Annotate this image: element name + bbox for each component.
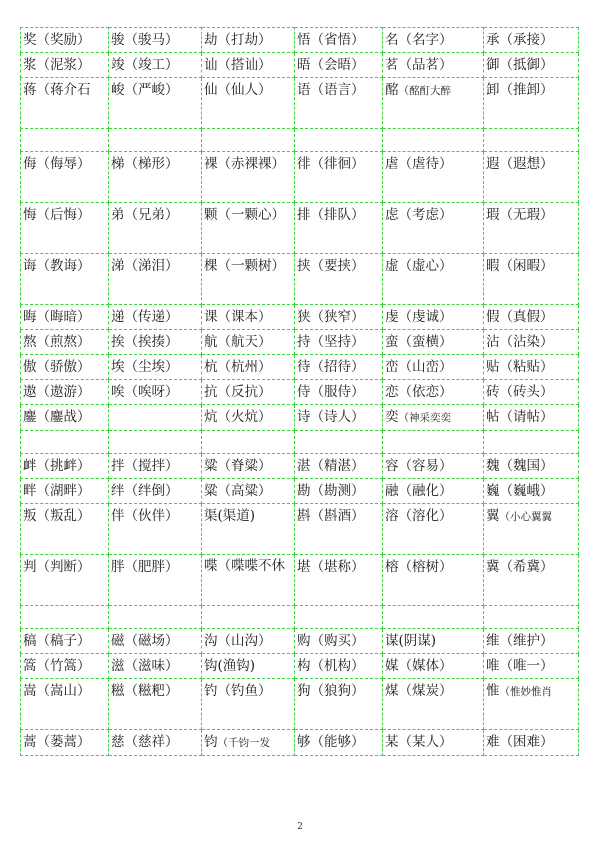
vocab-cell: 暇（闲暇） (484, 254, 579, 305)
vocab-cell: 侍（服侍） (295, 380, 383, 405)
vocab-cell: 篙（竹篙） (21, 654, 109, 679)
table-row (21, 355, 579, 380)
vocab-cell: 滋（滋味） (109, 654, 202, 679)
vocab-cell-example: （神采奕奕 (398, 412, 451, 424)
vocab-cell: 冀（希冀） (484, 555, 579, 606)
vocab-cell (383, 431, 484, 454)
vocab-cell: 徘（徘徊） (295, 152, 383, 203)
vocab-cell: 御（抵御） (484, 53, 579, 78)
vocab-cell (21, 129, 109, 152)
table-row (21, 405, 579, 431)
vocab-cell: 嵩（嵩山） (21, 679, 109, 730)
vocab-cell: 弟（兄弟） (109, 203, 202, 254)
vocab-cell: 棵（一颗树） (202, 254, 295, 305)
vocab-cell (109, 405, 202, 431)
vocab-cell: 梯（梯形） (109, 152, 202, 203)
vocab-cell: 榕（榕树） (383, 555, 484, 606)
table-row (21, 203, 579, 254)
table-row (21, 254, 579, 305)
vocab-cell: 课（课本） (202, 305, 295, 330)
vocab-cell (484, 606, 579, 629)
vocab-cell: 构（机构） (295, 654, 383, 679)
vocab-cell (202, 606, 295, 629)
vocab-cell: 磁（磁场） (109, 629, 202, 654)
table-row (21, 479, 579, 504)
vocab-cell: 魏（魏国） (484, 454, 579, 479)
vocab-cell: 蒋（蒋介石 (21, 78, 109, 129)
vocab-cell: 骏（骏马） (109, 28, 202, 53)
vocab-cell: 沾（沾染） (484, 330, 579, 355)
vocab-cell: 浆（泥浆） (21, 53, 109, 78)
vocab-cell (202, 431, 295, 454)
vocab-cell: 蒿（蒌蒿） (21, 730, 109, 756)
vocab-cell: 仙（仙人） (202, 78, 295, 129)
vocab-cell: 待（招待） (295, 355, 383, 380)
table-row (21, 152, 579, 203)
vocab-cell: 购（购买） (295, 629, 383, 654)
vocab-cell: 晦（晦暗） (21, 305, 109, 330)
vocab-cell: 溶（溶化） (383, 504, 484, 555)
vocab-cell: 狭（狭窄） (295, 305, 383, 330)
vocab-cell: 渠(渠道) (202, 504, 295, 555)
vocab-cell: 颗（一颗心） (202, 203, 295, 254)
vocab-cell: 劫（打劫） (202, 28, 295, 53)
vocab-cell: 假（真假） (484, 305, 579, 330)
vocab-cell: 瑕（无瑕） (484, 203, 579, 254)
vocab-cell: 蛮（蛮横） (383, 330, 484, 355)
vocab-cell: 挨（挨揍） (109, 330, 202, 355)
vocab-cell: 粱（高粱） (202, 479, 295, 504)
vocab-cell: 持（坚持） (295, 330, 383, 355)
vocab-cell (21, 431, 109, 454)
vocab-cell: 虔（虔诚） (383, 305, 484, 330)
vocab-cell: 伴（伙伴） (109, 504, 202, 555)
vocab-cell: 悟（省悟） (295, 28, 383, 53)
vocab-cell: 埃（尘埃） (109, 355, 202, 380)
vocab-cell (295, 129, 383, 152)
vocab-cell: 递（传递） (109, 305, 202, 330)
vocab-cell: 杭（杭州） (202, 355, 295, 380)
table-row (21, 78, 579, 129)
vocab-cell: 虐（虐待） (383, 152, 484, 203)
vocab-cell: 竣（竣工） (109, 53, 202, 78)
vocab-cell-example: （酩酊大醉 (398, 85, 451, 97)
table-row (21, 654, 579, 679)
table-row (21, 555, 579, 606)
table-row (21, 28, 579, 53)
table-row (21, 53, 579, 78)
vocab-cell: 裸（赤裸裸） (202, 152, 295, 203)
vocab-cell: 钓（钓鱼） (202, 679, 295, 730)
vocab-cell: 狗（狼狗） (295, 679, 383, 730)
vocab-cell: 遐（遐想） (484, 152, 579, 203)
vocab-cell: 虚（虚心） (383, 254, 484, 305)
vocab-cell (109, 606, 202, 629)
vocab-cell: 承（承接） (484, 28, 579, 53)
vocab-cell: 诗（诗人） (295, 405, 383, 431)
vocab-cell (202, 129, 295, 152)
vocab-cell: 晤（会晤） (295, 53, 383, 78)
vocab-cell: 够（能够） (295, 730, 383, 756)
vocab-cell: 诲（教诲） (21, 254, 109, 305)
vocab-cell: 媒（媒体） (383, 654, 484, 679)
vocab-cell: 容（容易） (383, 454, 484, 479)
vocab-cell: 维（维护） (484, 629, 579, 654)
vocab-cell: 航（航天） (202, 330, 295, 355)
vocab-cell (295, 606, 383, 629)
table-row (21, 504, 579, 555)
vocab-cell: 粱（脊粱） (202, 454, 295, 479)
vocab-cell: 遨（遨游） (21, 380, 109, 405)
vocab-table (20, 27, 579, 756)
vocab-cell: 抗（反抗） (202, 380, 295, 405)
vocab-cell: 奖（奖励） (21, 28, 109, 53)
vocab-cell: 堪（堪称） (295, 555, 383, 606)
table-row (21, 380, 579, 405)
vocab-cell-example: （小心翼翼 (499, 511, 552, 523)
vocab-cell: 糍（糍粑） (109, 679, 202, 730)
vocab-cell: 挟（要挟） (295, 254, 383, 305)
vocab-cell: 巍（巍峨） (484, 479, 579, 504)
vocab-cell: 判（判断） (21, 555, 109, 606)
table-row (21, 330, 579, 355)
vocab-cell: 湛（精湛） (295, 454, 383, 479)
vocab-cell: 炕（火炕） (202, 405, 295, 431)
vocab-cell: 虑（考虑） (383, 203, 484, 254)
vocab-cell (109, 129, 202, 152)
vocab-cell: 钧（千钧一发 (202, 730, 295, 756)
vocab-cell: 融（融化） (383, 479, 484, 504)
vocab-cell: 峻（严峻） (109, 78, 202, 129)
vocab-cell: 煤（煤炭） (383, 679, 484, 730)
vocab-cell: 唉（唉呀） (109, 380, 202, 405)
vocab-cell: 翼（小心翼翼 (484, 504, 579, 555)
vocab-cell: 涕（涕泪） (109, 254, 202, 305)
table-row (21, 629, 579, 654)
vocab-cell: 名（名字） (383, 28, 484, 53)
vocab-cell: 熬（煎熬） (21, 330, 109, 355)
vocab-cell: 拌（搅拌） (109, 454, 202, 479)
vocab-cell: 酩（酩酊大醉 (383, 78, 484, 129)
vocab-cell (109, 431, 202, 454)
vocab-cell (383, 129, 484, 152)
vocab-cell: 绊（绊倒） (109, 479, 202, 504)
vocab-cell: 奕（神采奕奕 (383, 405, 484, 431)
vocab-cell (383, 606, 484, 629)
vocab-cell: 帖（请帖） (484, 405, 579, 431)
vocab-cell: 悔（后悔） (21, 203, 109, 254)
vocab-cell: 侮（侮辱） (21, 152, 109, 203)
vocab-cell: 衅（挑衅） (21, 454, 109, 479)
table-row (21, 454, 579, 479)
table-row (21, 679, 579, 730)
vocab-cell: 沟（山沟） (202, 629, 295, 654)
vocab-cell: 讪（搭讪） (202, 53, 295, 78)
vocab-cell: 唯（唯一） (484, 654, 579, 679)
vocab-cell: 胖（肥胖） (109, 555, 202, 606)
table-row (21, 129, 579, 152)
vocab-cell (484, 129, 579, 152)
vocab-cell (484, 431, 579, 454)
vocab-cell: 砖（砖头） (484, 380, 579, 405)
vocab-cell: 鏖（鏖战） (21, 405, 109, 431)
vocab-cell: 喋（喋喋不休 (202, 555, 295, 606)
vocab-cell: 慈（慈祥） (109, 730, 202, 756)
table-row (21, 431, 579, 454)
vocab-cell: 某（某人） (383, 730, 484, 756)
vocab-cell: 畔（湖畔） (21, 479, 109, 504)
vocab-cell: 难（困难） (484, 730, 579, 756)
vocab-cell: 谋(阴谋) (383, 629, 484, 654)
vocab-cell: 钩(渔钩) (202, 654, 295, 679)
vocab-cell: 傲（骄傲） (21, 355, 109, 380)
page-number: 2 (297, 822, 303, 832)
vocab-cell (295, 431, 383, 454)
vocab-cell: 恋（依恋） (383, 380, 484, 405)
vocab-cell: 峦（山峦） (383, 355, 484, 380)
vocab-cell: 排（排队） (295, 203, 383, 254)
vocab-table-body (21, 28, 579, 756)
vocab-table-sheet (20, 27, 578, 756)
vocab-cell-example: （千钧一发 (217, 737, 270, 749)
vocab-cell: 卸（推卸） (484, 78, 579, 129)
vocab-cell: 勘（勘测） (295, 479, 383, 504)
vocab-cell-example: （惟妙惟肖 (499, 686, 552, 698)
vocab-cell: 斟（斟酒） (295, 504, 383, 555)
table-row (21, 606, 579, 629)
vocab-cell: 稿（稿子） (21, 629, 109, 654)
vocab-cell (21, 606, 109, 629)
vocab-cell: 惟（惟妙惟肖 (484, 679, 579, 730)
vocab-cell: 叛（叛乱） (21, 504, 109, 555)
table-row (21, 305, 579, 330)
vocab-cell: 语（语言） (295, 78, 383, 129)
table-row (21, 730, 579, 756)
vocab-cell: 贴（粘贴） (484, 355, 579, 380)
vocab-cell: 茗（品茗） (383, 53, 484, 78)
